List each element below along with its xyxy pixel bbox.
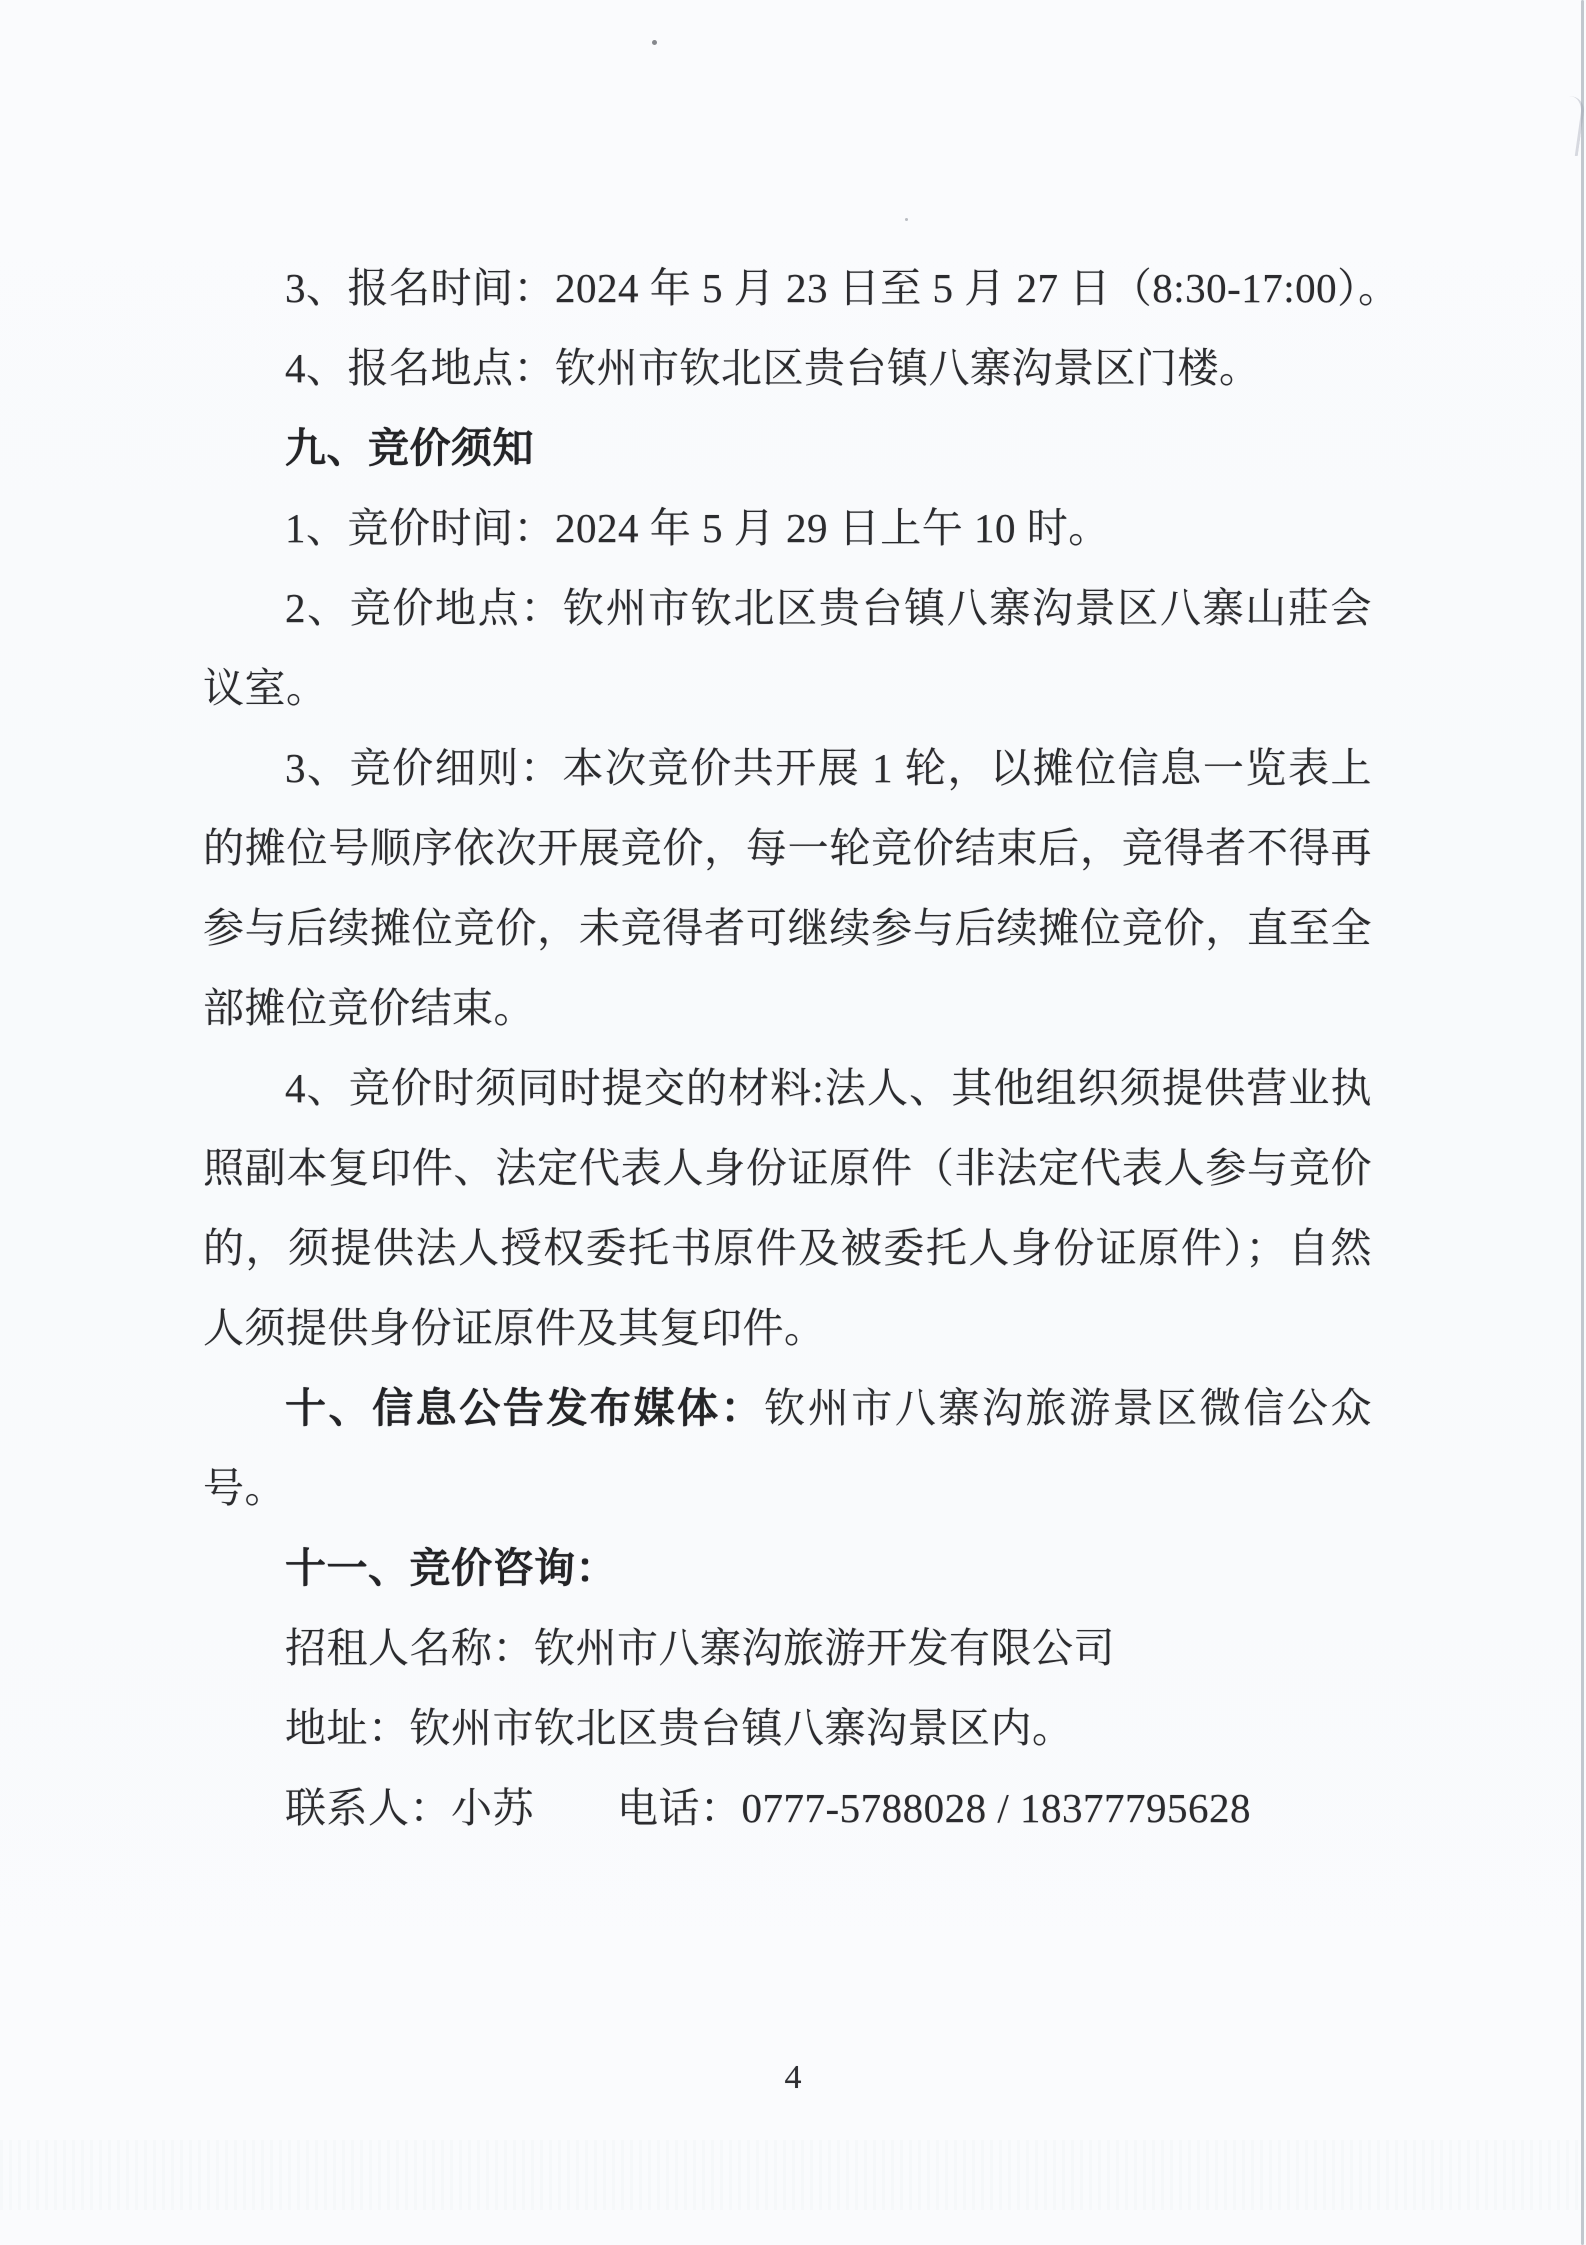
text-run: 的，须提供法人授权委托书原件及被委托人身份证原件）；自然 xyxy=(203,1225,1372,1271)
text-line xyxy=(203,408,1372,488)
text-line xyxy=(203,1368,1372,1448)
text-line xyxy=(203,1128,1372,1208)
bold-text-run: 九、竞价须知 xyxy=(285,425,534,471)
text-line xyxy=(203,888,1372,968)
text-line xyxy=(203,568,1372,648)
para-signup-place xyxy=(203,328,1372,408)
text-line xyxy=(203,808,1372,888)
bold-text-run: 十一、竞价咨询： xyxy=(285,1545,617,1591)
text-run: 号。 xyxy=(203,1465,286,1511)
text-line xyxy=(203,1688,1372,1768)
text-run: 联系人：小苏 电话：0777-5788028 / 18377795628 xyxy=(285,1785,1252,1831)
bold-text-run: 十、信息公告发布媒体： xyxy=(285,1385,765,1431)
text-line xyxy=(203,1448,1372,1528)
page-number: 4 xyxy=(784,2059,802,2096)
text-line xyxy=(203,1208,1372,1288)
text-run: 地址：钦州市钦北区贵台镇八寨沟景区内。 xyxy=(285,1705,1074,1751)
text-run: 2、竞价地点：钦州市钦北区贵台镇八寨沟景区八寨山莊会 xyxy=(285,585,1372,631)
para-bid-place xyxy=(203,568,1372,728)
text-run: 3、竞价细则：本次竞价共开展 1 轮，以摊位信息一览表上 xyxy=(285,745,1372,791)
text-line xyxy=(203,328,1372,408)
document-body xyxy=(203,248,1400,1848)
text-run: 4、报名地点：钦州市钦北区贵台镇八寨沟景区门楼。 xyxy=(285,345,1261,391)
text-run: 钦州市八寨沟旅游景区微信公众 xyxy=(764,1385,1372,1431)
para-contact xyxy=(203,1768,1372,1848)
text-line xyxy=(203,488,1372,568)
para-signup-time xyxy=(203,248,1400,328)
text-run: 4、竞价时须同时提交的材料:法人、其他组织须提供营业执 xyxy=(285,1065,1372,1111)
scan-edge-line xyxy=(1581,0,1584,2245)
para-bid-rules xyxy=(203,728,1372,1048)
para-announcement-media xyxy=(203,1368,1372,1528)
heading-bid-consultation xyxy=(203,1528,1372,1608)
para-bid-time xyxy=(203,488,1372,568)
text-line xyxy=(203,1288,1372,1368)
scan-speck xyxy=(905,218,908,221)
text-line xyxy=(203,968,1372,1048)
text-run: 照副本复印件、法定代表人身份证原件（非法定代表人参与竞价 xyxy=(203,1145,1372,1191)
text-line xyxy=(203,648,1372,728)
text-run: 人须提供身份证原件及其复印件。 xyxy=(203,1305,826,1351)
heading-bidding-notes xyxy=(203,408,1372,488)
scan-texture xyxy=(0,2140,1586,2210)
text-line xyxy=(203,1768,1372,1848)
text-line xyxy=(203,728,1372,808)
scan-speck xyxy=(652,40,657,45)
text-run: 招租人名称：钦州市八寨沟旅游开发有限公司 xyxy=(285,1625,1115,1671)
para-lessor-address xyxy=(203,1688,1372,1768)
text-run: 议室。 xyxy=(203,665,328,711)
text-run: 1、竞价时间：2024 年 5 月 29 日上午 10 时。 xyxy=(285,505,1110,551)
text-line xyxy=(203,248,1400,328)
text-run: 3、报名时间：2024 年 5 月 23 日至 5 月 27 日（8:30-17:00）。 xyxy=(285,265,1400,311)
text-line xyxy=(203,1528,1372,1608)
text-line xyxy=(203,1608,1372,1688)
text-run: 的摊位号顺序依次开展竞价，每一轮竞价结束后，竞得者不得再 xyxy=(203,825,1372,871)
text-line xyxy=(203,1048,1372,1128)
para-lessor-name xyxy=(203,1608,1372,1688)
para-bid-materials xyxy=(203,1048,1372,1368)
text-run: 参与后续摊位竞价，未竞得者可继续参与后续摊位竞价，直至全 xyxy=(203,905,1372,951)
text-run: 部摊位竞价结束。 xyxy=(203,985,535,1031)
